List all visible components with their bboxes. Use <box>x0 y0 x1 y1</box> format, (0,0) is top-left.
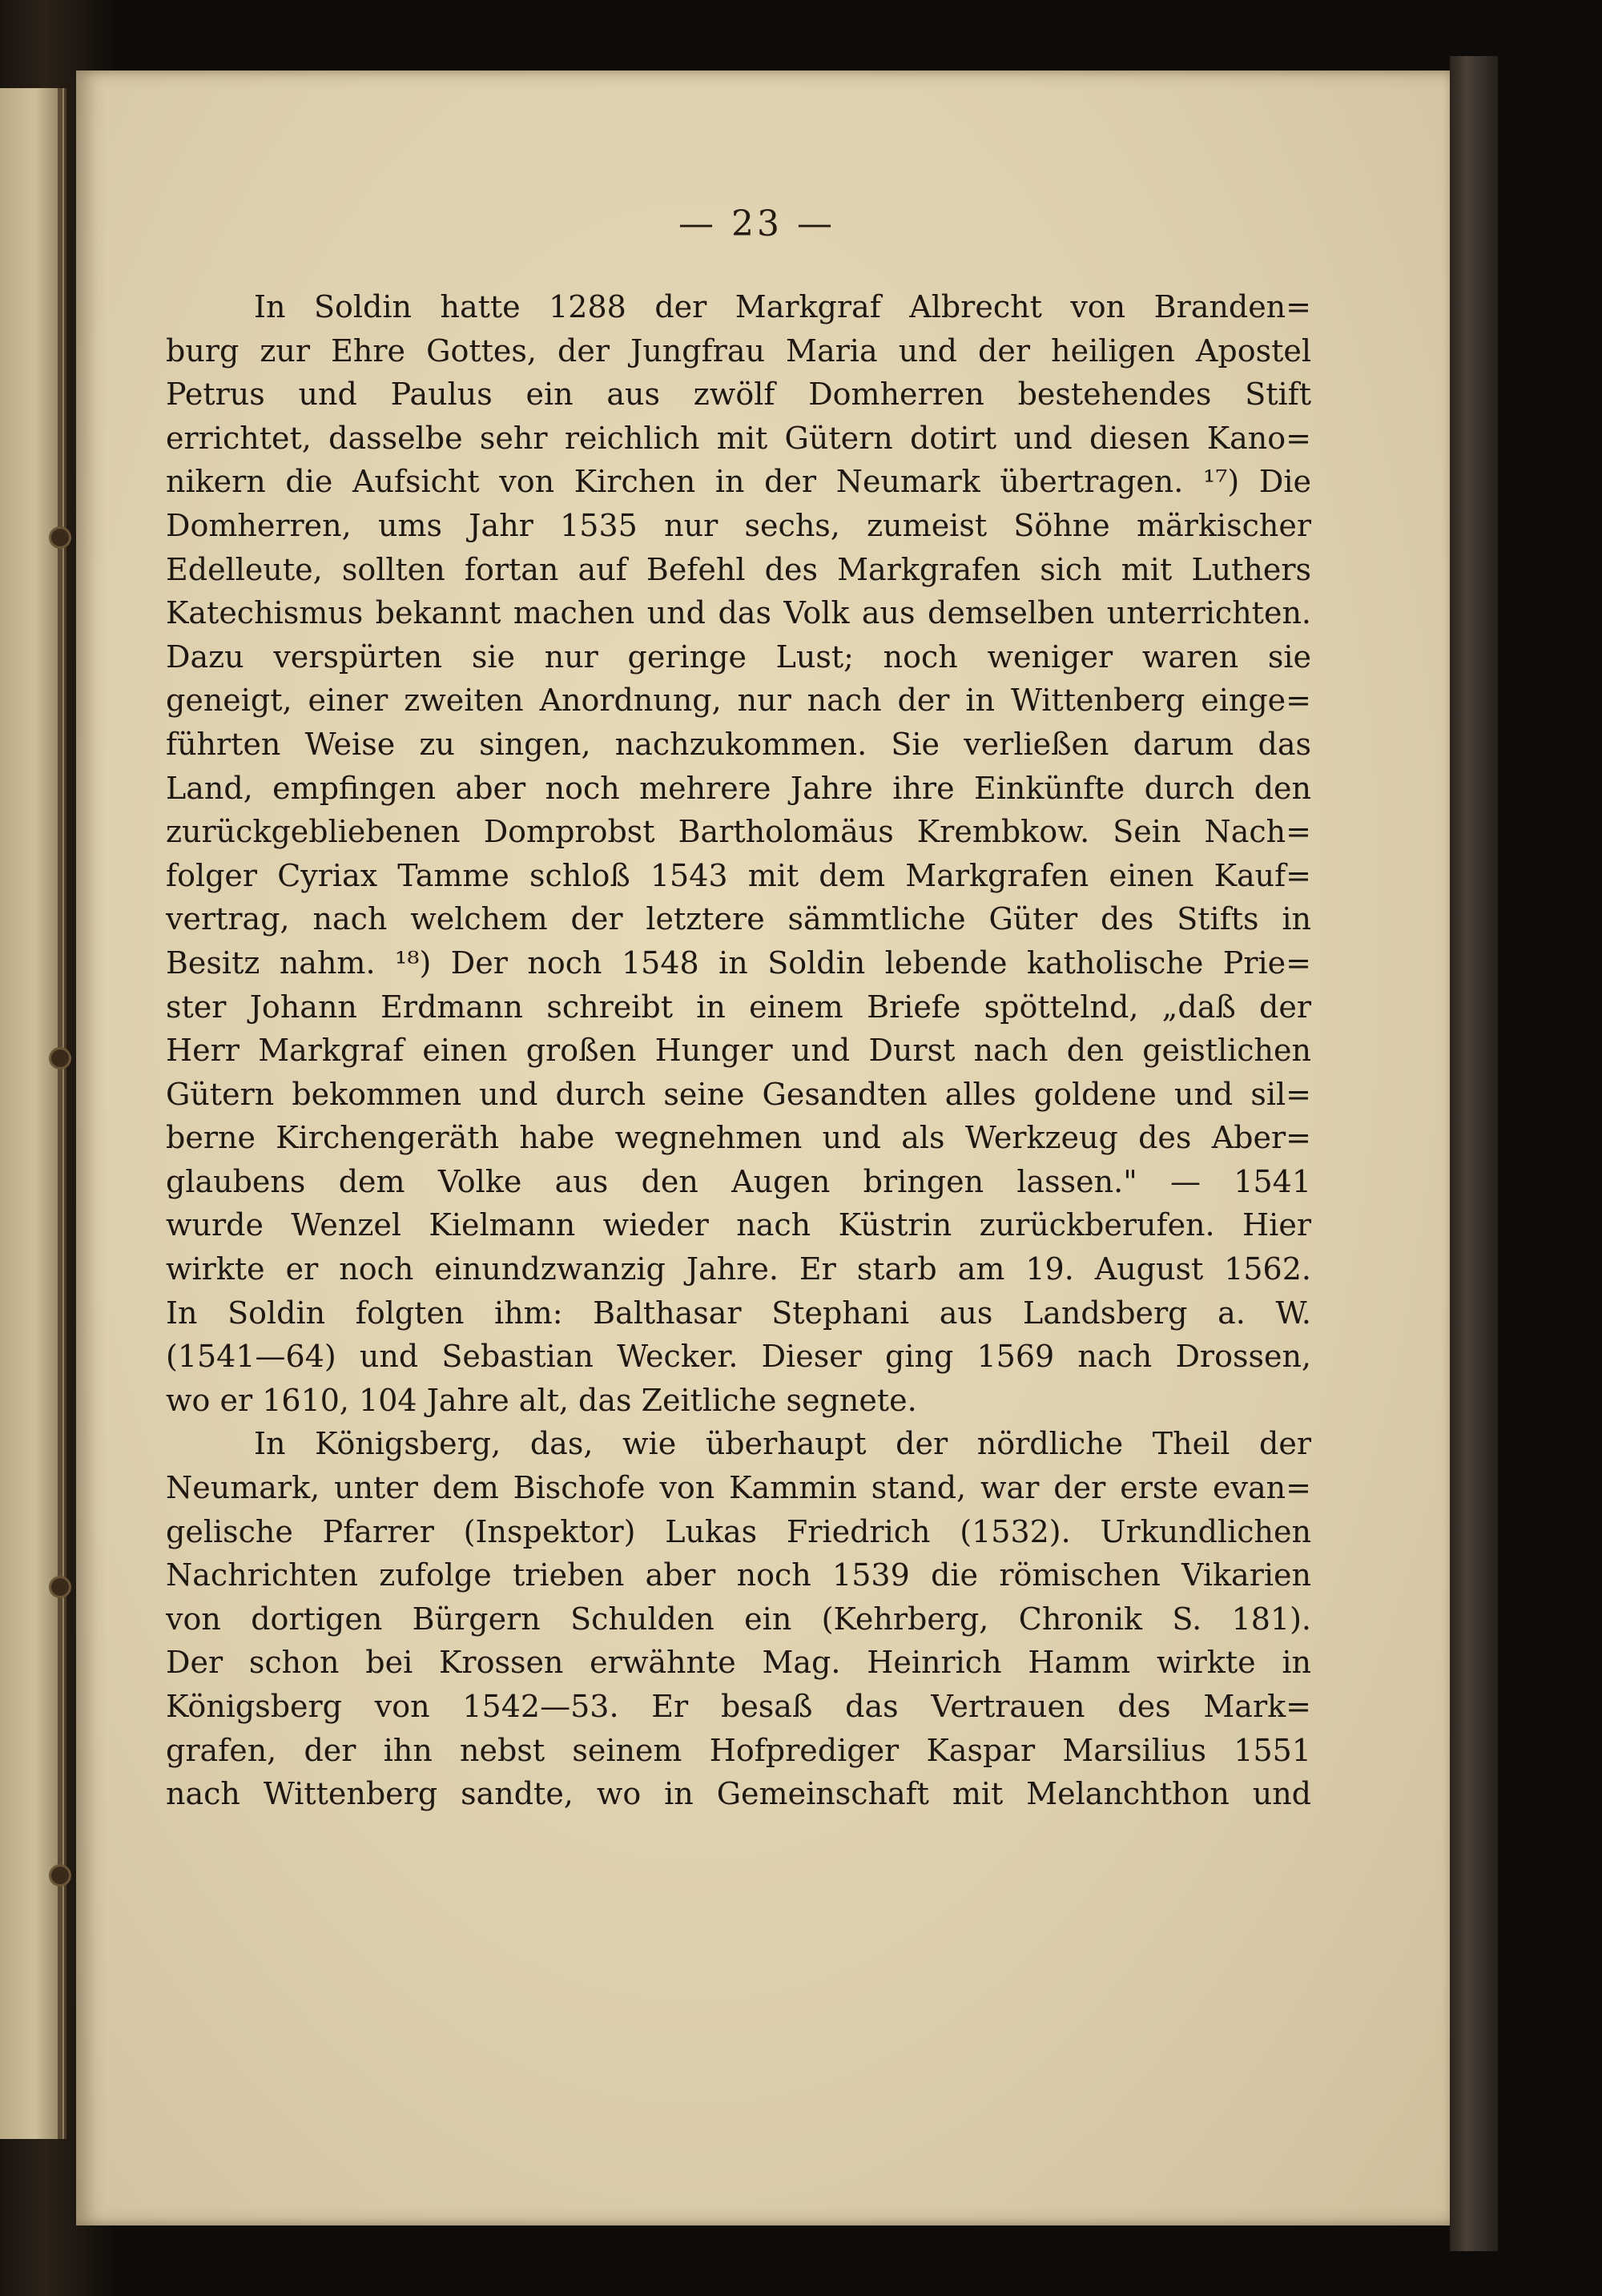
text-line: (1541—64) und Sebastian Wecker. Dieser ging 1569 nach Drossen, <box>166 1339 1311 1375</box>
text-line: berne Kirchengeräth habe wegnehmen und als Werkzeug des Aber= <box>166 1120 1311 1156</box>
page-number: — 23 — <box>678 203 835 244</box>
text-line: Petrus und Paulus ein aus zwölf Domherren bestehendes Stift <box>166 377 1311 413</box>
text-line: In Königsberg, das, wie überhaupt der nördliche Theil der <box>254 1426 1311 1462</box>
book-page <box>76 70 1454 2226</box>
text-line: gelische Pfarrer (Inspektor) Lukas Friedrich (1532). Urkundlichen <box>166 1513 1311 1549</box>
binding-thread-knot <box>51 1049 69 1067</box>
text-line: von dortigen Bürgern Schulden ein (Kehrberg, Chronik S. 181). <box>166 1601 1311 1637</box>
binding-thread-knot <box>51 529 69 546</box>
text-line: nikern die Aufsicht von Kirchen in der Neumark übertragen. ¹⁷) Die <box>166 464 1311 500</box>
text-line: vertrag, nach welchem der letztere sämmtliche Güter des Stifts in <box>166 901 1311 937</box>
text-line: Herr Markgraf einen großen Hunger und Durst nach den geistlichen <box>166 1033 1311 1069</box>
gutter-line <box>58 88 62 2139</box>
text-line: Domherren, ums Jahr 1535 nur sechs, zumeist Söhne märkischer <box>166 507 1311 543</box>
text-line: Neumark, unter dem Bischofe von Kammin stand, war der erste evan= <box>166 1470 1311 1506</box>
text-line: errichtet, dasselbe sehr reichlich mit Gütern dotirt und diesen Kano= <box>166 420 1311 456</box>
text-line: grafen, der ihn nebst seinem Hofprediger Kaspar Marsilius 1551 <box>166 1732 1311 1768</box>
text-line: Der schon bei Krossen erwähnte Mag. Heinrich Hamm wirkte in <box>166 1645 1311 1681</box>
binding-thread-knot <box>51 1867 69 1884</box>
binding-thread-knot <box>51 1578 69 1596</box>
text-line: Katechismus bekannt machen und das Volk aus demselben unterrichten. <box>166 595 1311 631</box>
text-line: geneigt, einer zweiten Anordnung, nur nach der in Wittenberg einge= <box>166 683 1311 719</box>
text-line: wo er 1610, 104 Jahre alt, das Zeitliche segnete. <box>166 1382 917 1418</box>
text-line: Edelleute, sollten fortan auf Befehl des Markgrafen sich mit Luthers <box>166 551 1311 587</box>
text-line: Besitz nahm. ¹⁸) Der noch 1548 in Soldin lebende katholische Prie= <box>166 945 1311 981</box>
text-line: wirkte er noch einundzwanzig Jahre. Er starb am 19. August 1562. <box>166 1251 1311 1287</box>
text-line: Land, empfingen aber noch mehrere Jahre ihre Einkünfte durch den <box>166 770 1311 806</box>
text-line: nach Wittenberg sandte, wo in Gemeinschaft mit Melanchthon und <box>166 1776 1311 1812</box>
text-line: Dazu verspürten sie nur geringe Lust; noch weniger waren sie <box>166 638 1311 675</box>
left-page-edge <box>0 88 66 2139</box>
text-line: Königsberg von 1542—53. Er besaß das Vertrauen des Mark= <box>166 1689 1311 1724</box>
text-line: In Soldin folgten ihm: Balthasar Stephani aus Landsberg a. W. <box>166 1295 1311 1331</box>
text-line: Nachrichten zufolge trieben aber noch 1539 die römischen Vikarien <box>166 1557 1311 1593</box>
text-line: burg zur Ehre Gottes, der Jungfrau Maria und der heiligen Apostel <box>166 332 1311 369</box>
text-line: ster Johann Erdmann schreibt in einem Briefe spöttelnd, „daß der <box>166 989 1311 1025</box>
text-line: wurde Wenzel Kielmann wieder nach Küstrin zurückberufen. Hier <box>166 1207 1311 1243</box>
text-line: In Soldin hatte 1288 der Markgraf Albrecht von Branden= <box>254 289 1311 324</box>
body-text <box>166 285 1311 1816</box>
text-line: führten Weise zu singen, nachzukommen. Sie verließen darum das <box>166 726 1311 762</box>
text-line: folger Cyriax Tamme schloß 1543 mit dem Markgrafen einen Kauf= <box>166 857 1311 893</box>
background-dark <box>1498 56 1602 2251</box>
text-line: zurückgebliebenen Domprobst Bartholomäus Krembkow. Sein Nach= <box>166 814 1311 850</box>
text-line: glaubens dem Volke aus den Augen bringen lassen." — 1541 <box>166 1163 1311 1199</box>
text-line: Gütern bekommen und durch seine Gesandten alles goldene und sil= <box>166 1076 1311 1112</box>
